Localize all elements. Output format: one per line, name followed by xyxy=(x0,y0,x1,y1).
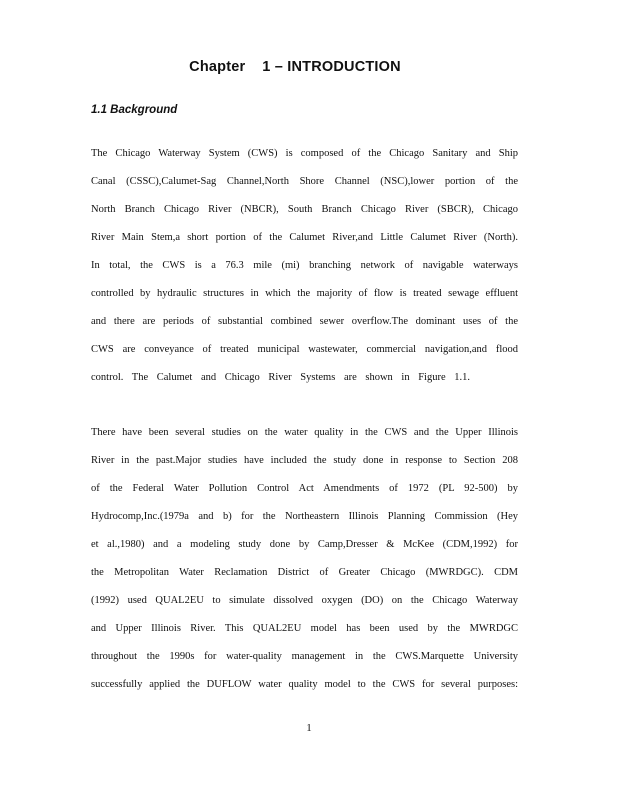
paragraph-line: and Upper Illinois River. This QUAL2EU model has been used by the MWRDGC xyxy=(91,623,518,634)
paragraph-line: The Chicago Waterway System (CWS) is composed of the Chicago Sanitary and Ship xyxy=(91,148,518,159)
paragraph-line: CWS are conveyance of treated municipal wastewater, commercial navigation,and flood xyxy=(91,344,518,355)
page-number: 1 xyxy=(306,722,312,734)
paragraph-line: River in the past.Major studies have included the study done in response to Section 208 xyxy=(91,455,518,466)
paragraph-line: control. The Calumet and Chicago River Systems are shown in Figure 1.1. xyxy=(91,372,471,383)
paragraph-line: Hydrocomp,Inc.(1979a and b) for the Northeastern Illinois Planning Commission (Hey xyxy=(91,511,518,522)
paragraph-line: throughout the 1990s for water-quality management in the CWS.Marquette University xyxy=(91,651,518,662)
paragraph-line: There have been several studies on the water quality in the CWS and the Upper Illinois xyxy=(91,427,518,438)
section-heading: 1.1 Background xyxy=(91,104,178,116)
paragraph-line: Canal (CSSC),Calumet-Sag Channel,North Shore Channel (NSC),lower portion of the xyxy=(91,176,518,187)
paragraph-line: successfully applied the DUFLOW water quality model to the CWS for several purposes: xyxy=(91,679,518,690)
paragraph-line: controlled by hydraulic structures in which the majority of flow is treated sewage effluent xyxy=(91,288,518,299)
paragraph-line: River Main Stem,a short portion of the Calumet River,and Little Calumet River (North). xyxy=(91,232,518,243)
paragraph-line: et al.,1980) and a modeling study done by Camp,Dresser & McKee (CDM,1992) for xyxy=(91,539,518,550)
paragraph-line: the Metropolitan Water Reclamation District of Greater Chicago (MWRDGC). CDM xyxy=(91,567,518,578)
paragraph-line: North Branch Chicago River (NBCR), South Branch Chicago River (SBCR), Chicago xyxy=(91,204,518,215)
paragraph-line: In total, the CWS is a 76.3 mile (mi) branching network of navigable waterways xyxy=(91,260,518,271)
chapter-title: Chapter 1 – INTRODUCTION xyxy=(189,59,401,75)
paragraph-line: (1992) used QUAL2EU to simulate dissolved oxygen (DO) on the Chicago Waterway xyxy=(91,595,518,606)
paragraph-line: and there are periods of substantial combined sewer overflow.The dominant uses of the xyxy=(91,316,518,327)
paragraph-line: of the Federal Water Pollution Control Act Amendments of 1972 (PL 92-500) by xyxy=(91,483,518,494)
